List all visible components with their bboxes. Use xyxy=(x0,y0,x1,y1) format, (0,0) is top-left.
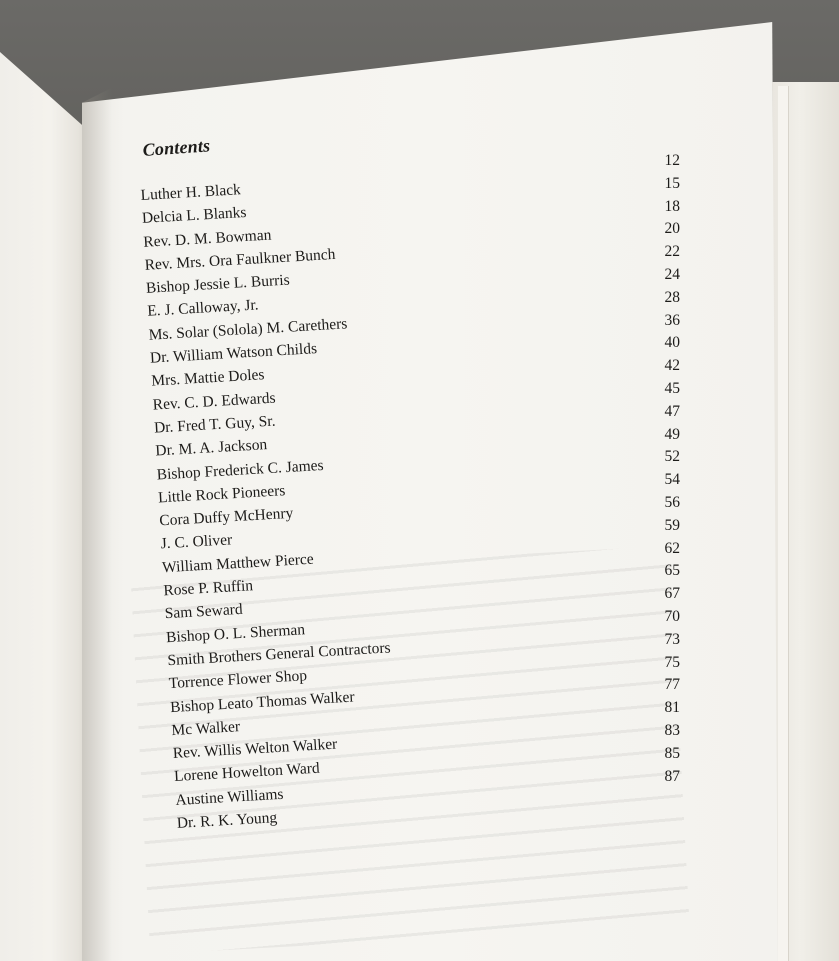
entry-name-list xyxy=(140,171,401,835)
toc-entry-name: Bishop O. L. Sherman xyxy=(165,620,306,646)
toc-entry-page: 75 xyxy=(664,653,680,671)
toc-entry-name: Mc Walker xyxy=(171,717,241,739)
toc-entry-name: Rev. Mrs. Ora Faulkner Bunch xyxy=(144,245,336,274)
toc-entry-name: Lorene Howelton Ward xyxy=(173,760,321,786)
toc-entry-page: 87 xyxy=(664,767,680,785)
toc-entry-page: 24 xyxy=(664,265,680,283)
toc-entry-name: Bishop Frederick C. James xyxy=(156,456,325,484)
toc-entry-page: 62 xyxy=(664,539,680,557)
toc-entry-page: 67 xyxy=(664,585,680,603)
toc-entry-name: Rose P. Ruffin xyxy=(162,577,254,600)
toc-entry-page: 49 xyxy=(664,425,680,443)
toc-entry-page: 70 xyxy=(664,607,680,625)
toc-entry-name: E. J. Calloway, Jr. xyxy=(146,296,260,321)
contents-title: Contents xyxy=(142,135,211,160)
toc-entry-page: 28 xyxy=(664,288,680,306)
toc-entry-name: Rev. Willis Welton Walker xyxy=(172,735,338,763)
toc-entry-name: Dr. M. A. Jackson xyxy=(154,436,268,460)
toc-entry-name: Rev. C. D. Edwards xyxy=(152,389,277,414)
toc-entry-page: 54 xyxy=(664,471,680,489)
toc-entry-name: Cora Duffy McHenry xyxy=(158,504,294,530)
toc-entry-name: Ms. Solar (Solola) M. Carethers xyxy=(148,315,348,344)
toc-entry-name: Dr. William Watson Childs xyxy=(149,340,318,367)
toc-entry-name: Dr. Fred T. Guy, Sr. xyxy=(153,412,276,437)
toc-entry-page: 47 xyxy=(664,402,680,420)
toc-entry-name: J. C. Oliver xyxy=(160,531,233,553)
toc-entry-page: 85 xyxy=(664,744,680,762)
toc-entry-page: 12 xyxy=(664,152,680,169)
toc-entry-page: 83 xyxy=(664,721,680,739)
toc-entry-page: 36 xyxy=(664,311,680,329)
toc-entry-name: Sam Seward xyxy=(164,601,244,623)
toc-entry-page: 42 xyxy=(664,357,680,375)
toc-entry-page: 40 xyxy=(664,334,680,352)
toc-entry-page: 56 xyxy=(664,493,680,511)
toc-entry-name: Rev. D. M. Bowman xyxy=(142,226,272,251)
toc-entry-name: Mrs. Mattie Doles xyxy=(150,366,265,391)
toc-entry-name: William Matthew Pierce xyxy=(161,550,315,577)
toc-entry-page: 65 xyxy=(664,562,680,580)
toc-entry-page: 81 xyxy=(664,699,680,717)
toc-entry-page: 59 xyxy=(664,516,680,534)
toc-entry-name: Little Rock Pioneers xyxy=(157,482,286,507)
toc-entry-name: Bishop Jessie L. Burris xyxy=(145,271,291,297)
toc-entry-page: 22 xyxy=(664,243,680,261)
toc-entry-name: Bishop Leato Thomas Walker xyxy=(169,688,355,716)
toc-entry-page: 18 xyxy=(664,197,680,215)
toc-entry-name: Smith Brothers General Contractors xyxy=(166,639,392,670)
toc-entry-name: Delcia L. Blanks xyxy=(141,204,247,228)
toc-entry-page: 73 xyxy=(664,630,680,648)
toc-entry-page: 52 xyxy=(664,448,680,466)
toc-entry-page: 20 xyxy=(664,220,680,238)
toc-entry-page: 15 xyxy=(664,174,680,192)
toc-entry-name: Austine Williams xyxy=(175,785,284,809)
toc-entry-name: Luther H. Black xyxy=(140,181,242,204)
toc-entry-name: Torrence Flower Shop xyxy=(168,667,308,693)
toc-entry-page: 45 xyxy=(664,379,680,397)
page-number-list xyxy=(652,150,680,788)
toc-entry-name: Dr. R. K. Young xyxy=(176,809,278,832)
toc-entry-page: 77 xyxy=(664,676,680,694)
